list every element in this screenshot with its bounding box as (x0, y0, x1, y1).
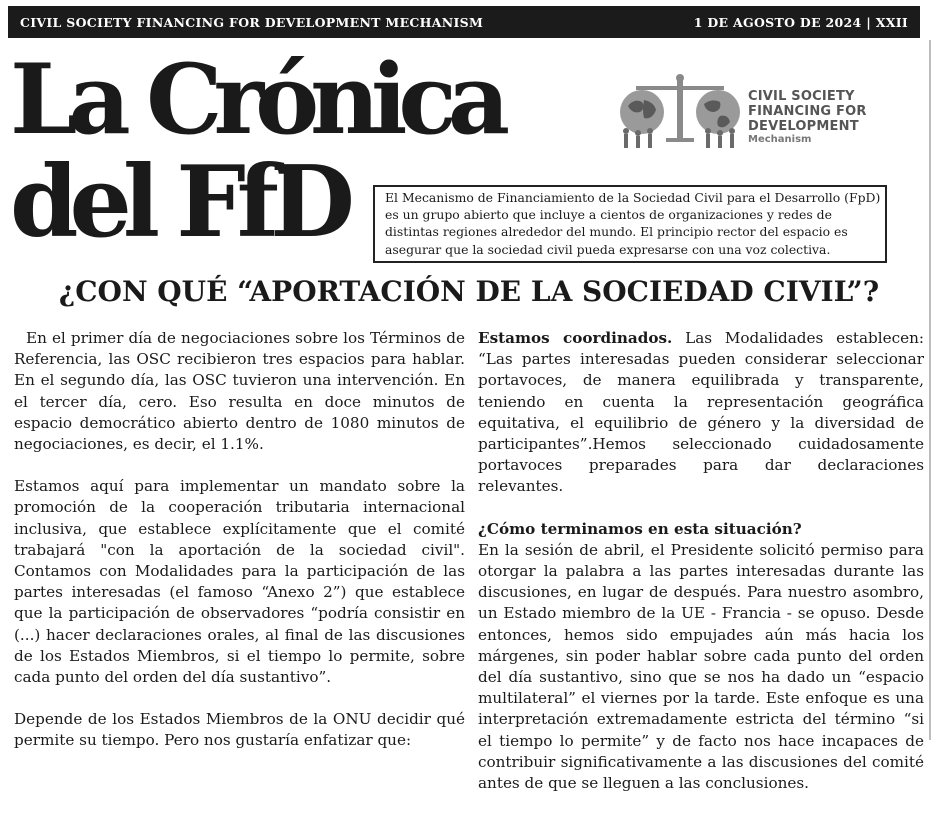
masthead-title-line1: La Crónica (10, 43, 502, 156)
mechanism-info-box (373, 185, 887, 263)
logo-line2: FINANCING FOR (748, 104, 867, 119)
paragraph: Estamos aquí para implementar un mandato sobre la promoción de la cooperación tributaria internacional inclusiva, que establece explícitamente que el comité trabajará "con la aportación de la sociedad civil". Contamos con Modalidades para la participación de las partes interesadas (el famoso “Anexo 2”) que establece que la participación de observadores “podría consistir en (...) hacer declaraciones orales, al final de las discusiones de los Estados Miembros, si el tiempo lo permite, sobre cada punto del orden del día sustantivo”. (14, 477, 465, 687)
logo-line1: CIVIL SOCIETY (748, 89, 855, 104)
info-box-text: El Mecanismo de Financiamiento de la Sociedad Civil para el Desarrollo (FpD) es un grupo abierto que incluye a cientos de organizaciones y redes de distintas regiones alrededor del mundo. El principio rector del espacio es asegurar que la sociedad civil pueda expresarse con una voz colectiva. (385, 190, 881, 257)
header-org: CIVIL SOCIETY FINANCING FOR DEVELOPMENT MECHANISM (20, 14, 484, 30)
page-edge-rule (929, 40, 931, 740)
section-text: En la sesión de abril, el Presidente solicitó permiso para otorgar la palabra a las partes interesadas durante las discusiones, en lugar de después. Para nuestro asombro, un Estado miembro de la UE - Francia - se opuso. Desde entonces, hemos sido empujades aún más hacia los márgenes, sin poder hablar sobre cada punto del orden del día sustantivo, sino que se nos ha dado un “espacio multilateral” el viernes por la tarde. Este enfoque es una interpretación extremadamente estricta del término “si el tiempo lo permite” y de facto nos hace incapaces de contribuir significativamente a las discusiones del comité antes de que se lleguen a las conclusiones. (478, 540, 924, 793)
paragraph (478, 519, 924, 795)
logo-wordmark (748, 90, 867, 145)
section-text: Las Modalidades establecen: “Las partes interesadas pueden considerar seleccionar portavoces, de manera equilibrada y transparente, teniendo en cuenta la representación geográfica equitativa, el equilibrio de género y la diversidad de participantes”.Hemos seleccionado cuidadosamente portavoces preparades para dar declaraciones relevantes. (478, 329, 924, 496)
article-headline: ¿CON QUÉ “APORTACIÓN DE LA SOCIEDAD CIVIL”? (58, 275, 880, 308)
paragraph: Depende de los Estados Miembros de la ONU decidir qué permite su tiempo. Pero nos gustaría enfatizar que: (14, 710, 465, 750)
cs-ffd-logo (616, 72, 916, 154)
scales-globes-icon (616, 72, 744, 154)
header-date-issue: 1 DE AGOSTO DE 2024 | XXII (693, 14, 908, 30)
article-column-right (478, 328, 924, 815)
paragraph: En el primer día de negociaciones sobre los Términos de Referencia, las OSC recibieron tres espacios para hablar. En el segundo día, las OSC tuvieron una intervención. En el tercer día, cero. Eso resulta en doce minutos de espacio democrático abierto dentro de 1080 minutos de negociaciones, es decir, el 1.1%. (14, 329, 465, 454)
section-lead: Estamos coordinados. (478, 329, 673, 347)
article-column-left (14, 328, 465, 773)
masthead-title-line2: del FfD (10, 145, 346, 260)
header-bar (8, 6, 920, 38)
logo-line3: DEVELOPMENT (748, 119, 859, 134)
section-heading: ¿Cómo terminamos en esta situación? (478, 519, 802, 538)
paragraph (478, 328, 924, 498)
logo-line4: Mechanism (748, 134, 812, 145)
